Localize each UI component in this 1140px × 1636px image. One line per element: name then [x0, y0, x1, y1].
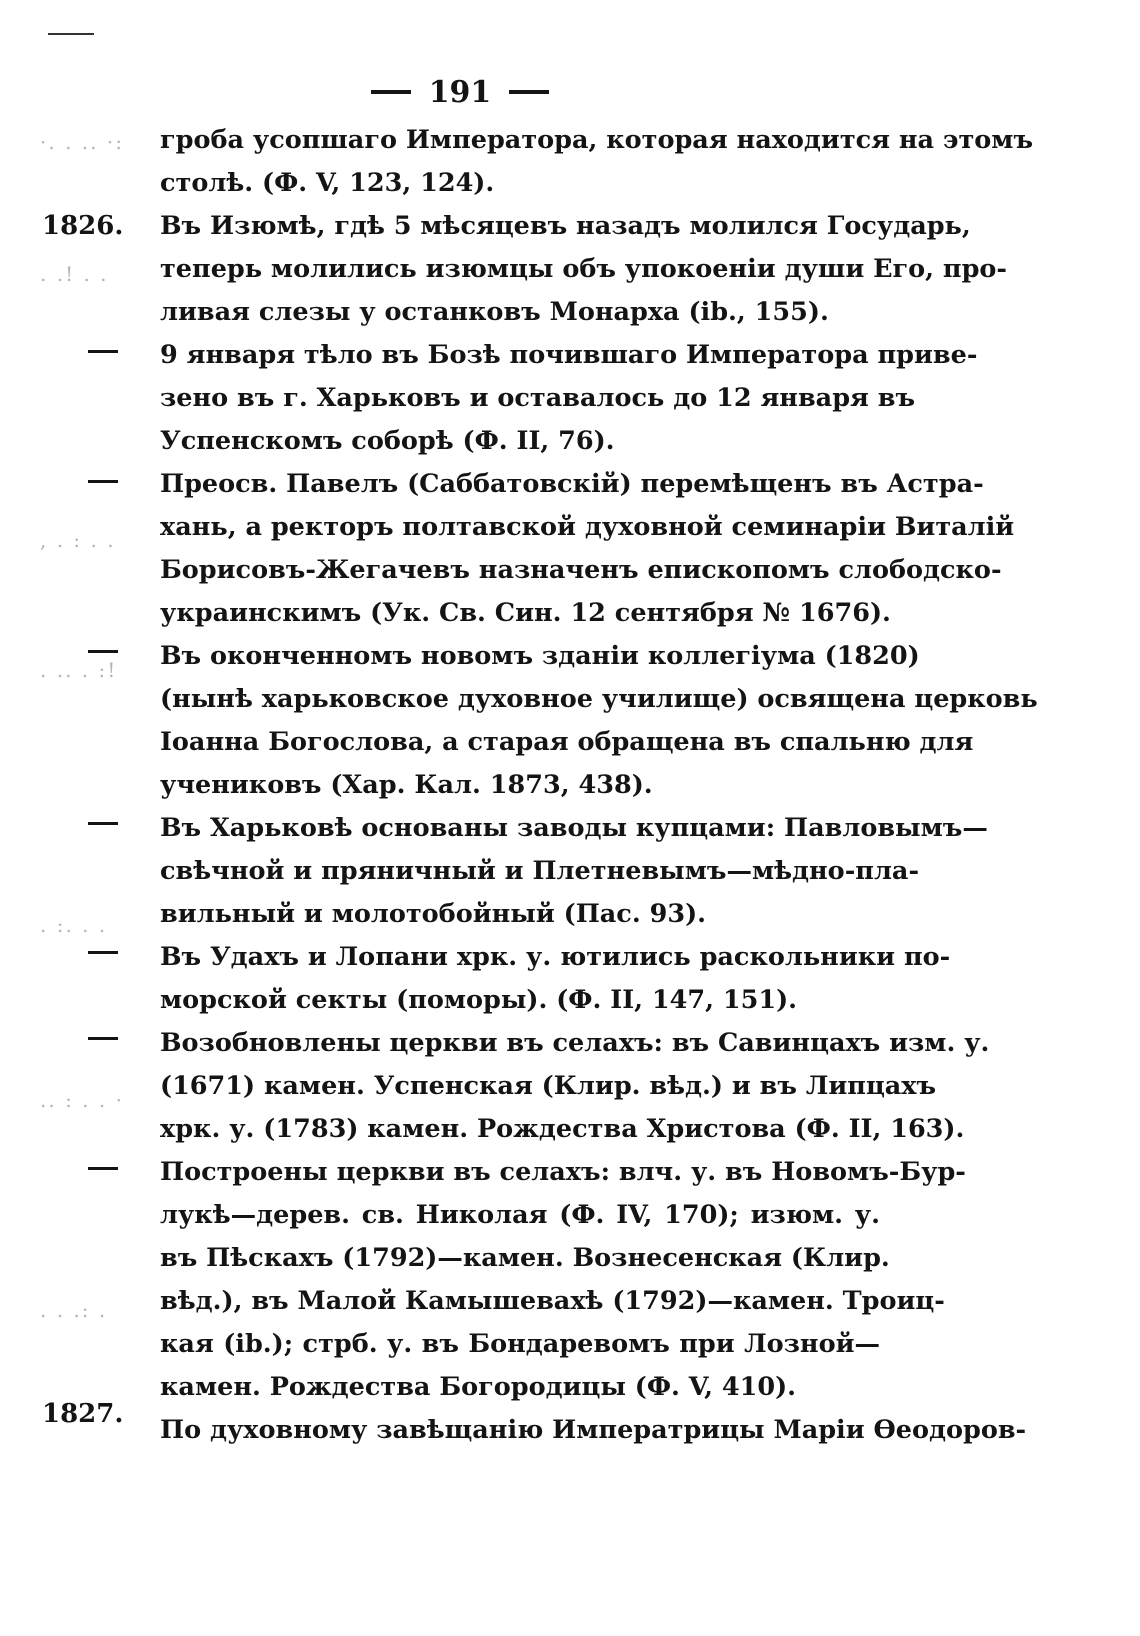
- text-line: гроба усопшаго Императора, которая находится на этомъ: [160, 125, 1034, 155]
- entry-dash: [88, 951, 118, 954]
- text-line: Преосв. Павелъ (Саббатовскій) перемѣщенъ въ Астра-: [160, 469, 984, 499]
- text-line: Построены церкви въ селахъ: влч. у. въ Новомъ-Бур-: [160, 1157, 966, 1187]
- page-number: 191: [428, 74, 492, 110]
- text-line: украинскимъ (Ук. Св. Син. 12 сентября № 1676).: [160, 598, 891, 628]
- text-line: Возобновлены церкви въ селахъ: въ Савинцахъ изм. у.: [160, 1028, 990, 1058]
- header-dash-right: [509, 90, 549, 94]
- entry-dash: [88, 1037, 118, 1040]
- text-line: 9 января тѣло въ Бозѣ почившаго Императора приве-: [160, 340, 978, 370]
- text-line: въ Пѣскахъ (1792)—камен. Вознесенская (Клир.: [160, 1243, 890, 1273]
- text-line: свѣчной и пряничный и Плетневымъ—мѣдно-пла-: [160, 856, 920, 886]
- text-line: Борисовъ-Жегачевъ назначенъ епископомъ слободско-: [160, 555, 1002, 585]
- margin-bleed: . . .: .: [40, 1298, 108, 1322]
- text-line: Успенскомъ соборѣ (Ф. II, 76).: [160, 426, 615, 456]
- text-line: морской секты (поморы). (Ф. II, 147, 151).: [160, 985, 798, 1015]
- text-line: кая (ib.); стрб. у. въ Бондаревомъ при Лозной—: [160, 1329, 880, 1359]
- text-line: учениковъ (Хар. Кал. 1873, 438).: [160, 770, 653, 800]
- text-line: По духовному завѣщанію Императрицы Маріи Ѳеодоров-: [160, 1415, 1027, 1445]
- text-line: лукѣ—дерев. св. Николая (Ф. IV, 170); изюм. у.: [160, 1200, 880, 1230]
- text-line: камен. Рождества Богородицы (Ф. V, 410).: [160, 1372, 797, 1402]
- entry-dash: [88, 650, 118, 653]
- margin-bleed: . .. . :!: [40, 658, 118, 682]
- margin-bleed: , . : . .: [40, 528, 116, 552]
- text-line: Въ оконченномъ новомъ зданіи коллегіума (1820): [160, 641, 920, 671]
- text-line: зено въ г. Харьковъ и оставалось до 12 января въ: [160, 383, 916, 413]
- corner-rule: [48, 33, 94, 35]
- entry-dash: [88, 1167, 118, 1170]
- page-header: [360, 72, 560, 112]
- text-line: (нынѣ харьковское духовное училище) освящена церковь: [160, 684, 1038, 714]
- entry-dash: [88, 350, 118, 353]
- text-line: столѣ. (Ф. V, 123, 124).: [160, 168, 495, 198]
- text-line: Въ Харьковѣ основаны заводы купцами: Павловымъ—: [160, 813, 988, 843]
- year-label-1827: 1827.: [42, 1399, 124, 1429]
- header-dash-left: [371, 90, 411, 94]
- text-line: хань, а ректоръ полтавской духовной семинаріи Виталій: [160, 512, 1015, 542]
- text-line: теперь молились изюмцы объ упокоеніи души Его, про-: [160, 254, 1008, 284]
- margin-bleed: . :. . .: [40, 913, 108, 937]
- entry-dash: [88, 822, 118, 825]
- text-line: Іоанна Богослова, а старая обращена въ спальню для: [160, 727, 974, 757]
- year-label-1826: 1826.: [42, 211, 124, 241]
- text-line: Въ Изюмѣ, гдѣ 5 мѣсяцевъ назадъ молился Государь,: [160, 211, 971, 241]
- text-line: хрк. у. (1783) камен. Рождества Христова (Ф. II, 163).: [160, 1114, 965, 1144]
- text-line: вильный и молотобойный (Пас. 93).: [160, 899, 707, 929]
- text-line: (1671) камен. Успенская (Клир. вѣд.) и въ Липцахъ: [160, 1071, 937, 1101]
- margin-bleed: .. : . . ·: [40, 1088, 124, 1112]
- margin-bleed: ·. . .. ·:: [40, 130, 124, 154]
- text-line: ливая слезы у останковъ Монарха (ib., 155).: [160, 297, 829, 327]
- margin-bleed: . .! . .: [40, 262, 109, 286]
- entry-dash: [88, 480, 118, 483]
- text-line: Въ Удахъ и Лопани хрк. у. ютились раскольники по-: [160, 942, 951, 972]
- text-line: вѣд.), въ Малой Камышевахѣ (1792)—камен. Троиц-: [160, 1286, 945, 1316]
